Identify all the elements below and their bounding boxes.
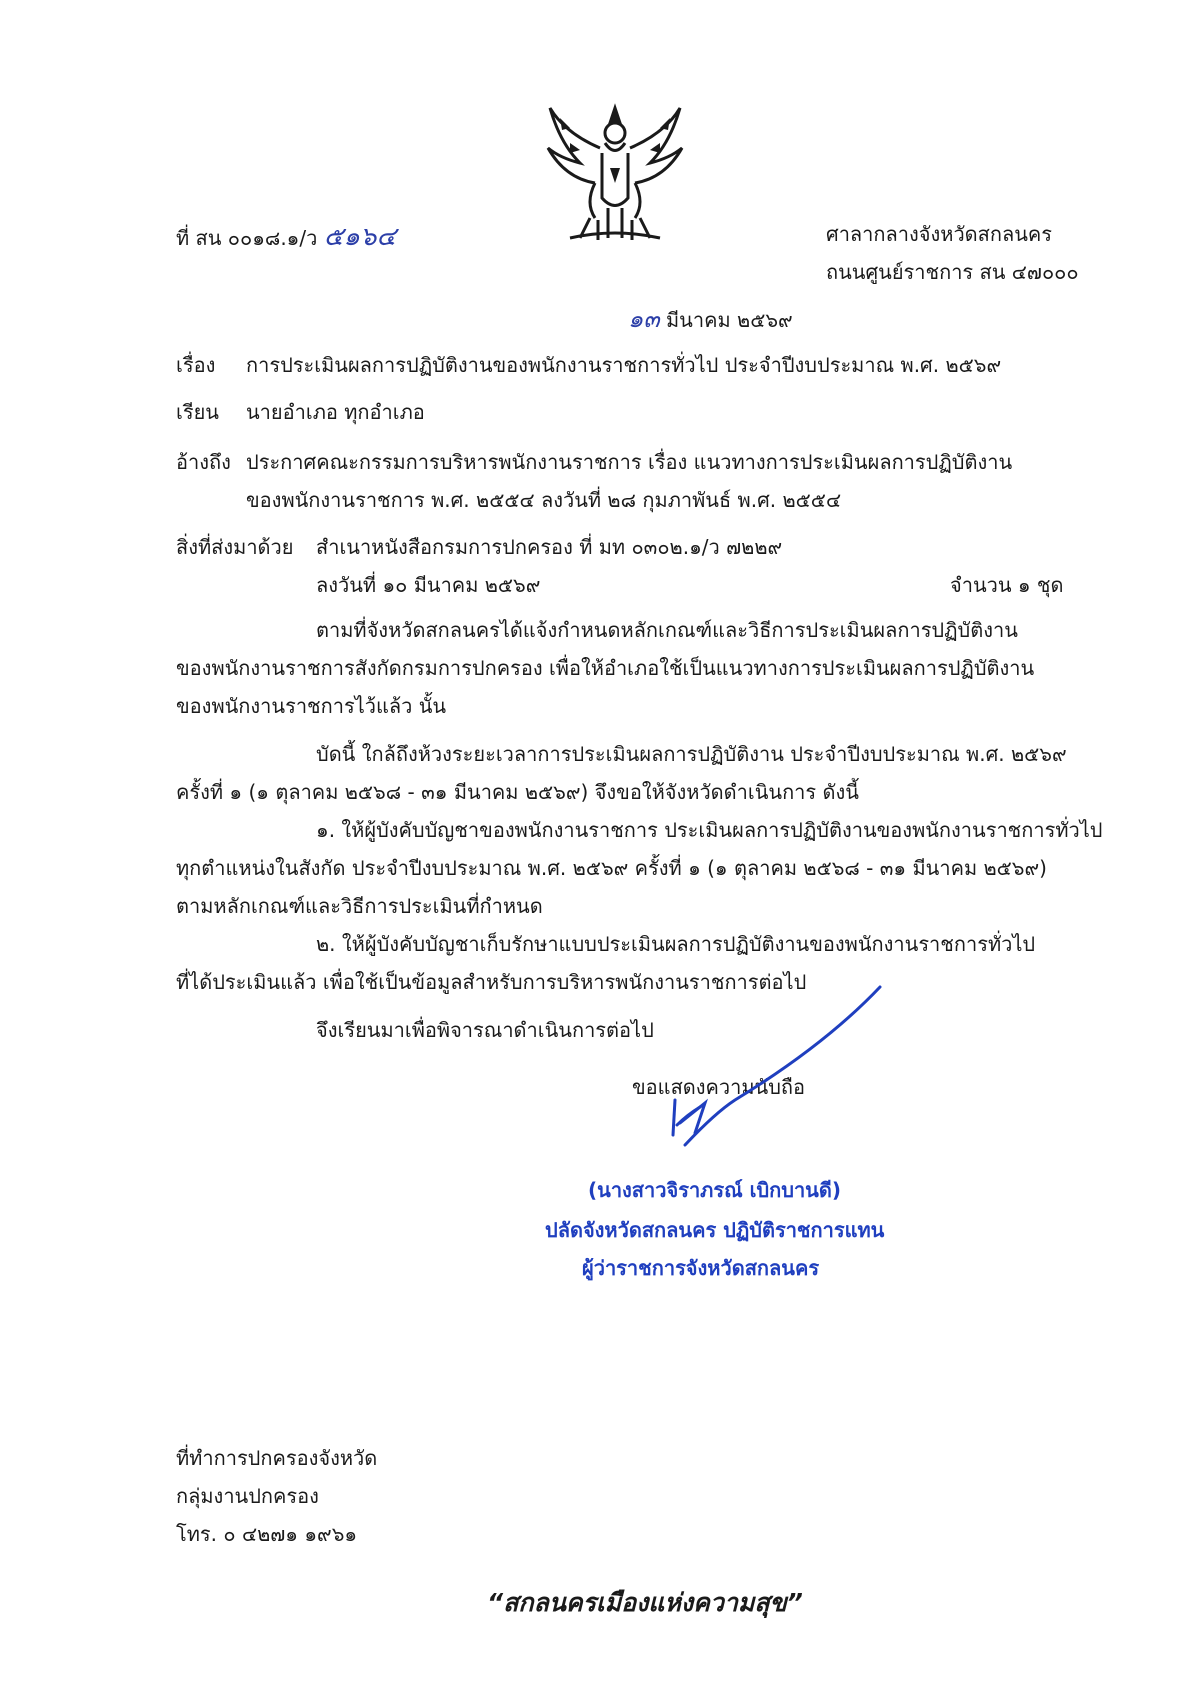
subject-label: เรื่อง [176,353,216,377]
office-address-line2: ถนนศูนย์ราชการ สน ๔๗๐๐๐ [826,260,1079,284]
paragraph1-line2: ของพนักงานราชการสังกัดกรมการปกครอง เพื่อให้อำเภอใช้เป็นแนวทางการประเมินผลการปฏิบัติงาน [176,656,1035,680]
item1-line1: ๑. ให้ผู้บังคับบัญชาของพนักงานราชการ ประเมินผลการปฏิบัติงานของพนักงานราชการทั่วไป [316,818,1103,842]
date-day-handwritten: ๑๓ [628,305,660,333]
item1-line3: ตามหลักเกณฑ์และวิธีการประเมินที่กำหนด [176,894,543,918]
salutation-text: นายอำเภอ ทุกอำเภอ [246,400,425,424]
signatory-name: (นางสาวจิราภรณ์ เบิกบานดี) [588,1178,841,1202]
enclosure-line1: สำเนาหนังสือกรมการปกครอง ที่ มท ๐๓๐๒.๑/ว ๗๒๒๙ [316,535,783,559]
paragraph2-line1: บัดนี้ ใกล้ถึงห้วงระยะเวลาการประเมินผลการปฏิบัติงาน ประจำปีงบประมาณ พ.ศ. ๒๕๖๙ [316,742,1067,766]
reference-line2: ของพนักงานราชการ พ.ศ. ๒๕๕๔ ลงวันที่ ๒๘ กุมภาพันธ์ พ.ศ. ๒๕๕๔ [246,488,842,512]
enclosure-line2: ลงวันที่ ๑๐ มีนาคม ๒๕๖๙ [316,573,541,597]
respect-line: ขอแสดงความนับถือ [632,1075,806,1099]
date-month-year: มีนาคม ๒๕๖๙ [666,308,793,332]
letter-date [628,305,793,334]
enclosure-quantity: จำนวน ๑ ชุด [950,573,1064,597]
paragraph1-line3: ของพนักงานราชการไว้แล้ว นั้น [176,694,447,718]
reference-number-handwritten: ๕๑๖๔ [323,222,397,252]
office-address-line1: ศาลากลางจังหวัดสกลนคร [826,222,1053,246]
enclosure-label: สิ่งที่ส่งมาด้วย [176,535,294,559]
signature-icon [655,985,895,1160]
provincial-motto: “สกลนครเมืองแห่งความสุข” [487,1588,803,1617]
reference-label: อ้างถึง [176,450,231,474]
reference-number [176,222,396,253]
salutation-label: เรียน [176,400,219,424]
reference-prefix: ที่ สน ๐๐๑๘.๑/ว [176,226,318,250]
footer-department: ที่ทำการปกครองจังหวัด [176,1446,378,1470]
footer-phone: โทร. ๐ ๔๒๗๑ ๑๙๖๑ [176,1522,358,1546]
item1-line2: ทุกตำแหน่งในสังกัด ประจำปีงบประมาณ พ.ศ. ๒๕๖๙ ครั้งที่ ๑ (๑ ตุลาคม ๒๕๖๘ - ๓๑ มีนาคม ๒๕๖๙) [176,856,1047,880]
signatory-position-line2: ผู้ว่าราชการจังหวัดสกลนคร [582,1256,820,1280]
paragraph2-line2: ครั้งที่ ๑ (๑ ตุลาคม ๒๕๖๘ - ๓๑ มีนาคม ๒๕๖๙) จึงขอให้จังหวัดดำเนินการ ดังนี้ [176,780,859,804]
item2-line1: ๒. ให้ผู้บังคับบัญชาเก็บรักษาแบบประเมินผลการปฏิบัติงานของพนักงานราชการทั่วไป [316,932,1036,956]
reference-line1: ประกาศคณะกรรมการบริหารพนักงานราชการ เรื่อง แนวทางการประเมินผลการปฏิบัติงาน [246,450,1013,474]
subject-text: การประเมินผลการปฏิบัติงานของพนักงานราชการทั่วไป ประจำปีงบประมาณ พ.ศ. ๒๕๖๙ [246,353,1002,377]
closing-line: จึงเรียนมาเพื่อพิจารณาดำเนินการต่อไป [316,1018,654,1042]
garuda-emblem-icon [540,88,690,248]
footer-division: กลุ่มงานปกครอง [176,1484,319,1508]
paragraph1-line1: ตามที่จังหวัดสกลนครได้แจ้งกำหนดหลักเกณฑ์และวิธีการประเมินผลการปฏิบัติงาน [316,618,1018,642]
signatory-position-line1: ปลัดจังหวัดสกลนคร ปฏิบัติราชการแทน [545,1218,885,1242]
item2-line2: ที่ได้ประเมินแล้ว เพื่อใช้เป็นข้อมูลสำหรับการบริหารพนักงานราชการต่อไป [176,970,807,994]
